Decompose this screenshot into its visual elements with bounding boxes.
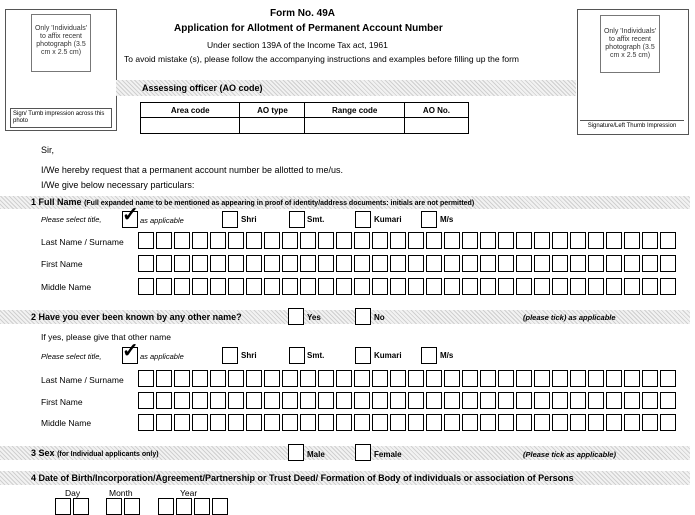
char-cell[interactable]	[516, 278, 532, 295]
char-cell[interactable]	[570, 278, 586, 295]
char-cell[interactable]	[372, 232, 388, 249]
ao-range-code-input[interactable]	[305, 118, 405, 134]
char-cell[interactable]	[516, 370, 532, 387]
char-cell[interactable]	[408, 232, 424, 249]
char-cell[interactable]	[318, 414, 334, 431]
char-cell[interactable]	[606, 370, 622, 387]
other-name-yes-checkbox[interactable]	[288, 308, 304, 325]
char-cell[interactable]	[318, 392, 334, 409]
char-cell[interactable]	[246, 414, 262, 431]
char-cell[interactable]	[228, 232, 244, 249]
char-cell[interactable]	[264, 370, 280, 387]
char-cell[interactable]	[318, 370, 334, 387]
char-cell[interactable]	[228, 278, 244, 295]
char-cell[interactable]	[534, 414, 550, 431]
char-cell[interactable]	[660, 392, 676, 409]
kumari2-checkbox[interactable]	[355, 347, 371, 364]
char-cell[interactable]	[55, 498, 71, 515]
char-cell[interactable]	[138, 414, 154, 431]
form-title: Application for Allotment of Permanent Account Number	[174, 23, 443, 34]
shri-label: Shri	[241, 215, 257, 224]
char-cell[interactable]	[552, 255, 568, 272]
char-cell[interactable]	[336, 278, 352, 295]
first-name-cells-2[interactable]	[138, 392, 678, 409]
dob-year-label: Year	[180, 488, 198, 498]
char-cell[interactable]	[372, 370, 388, 387]
ao-col-ao-no: AO No.	[404, 103, 468, 118]
char-cell[interactable]	[246, 255, 262, 272]
char-cell[interactable]	[426, 392, 442, 409]
char-cell[interactable]	[300, 392, 316, 409]
kumari-label: Kumari	[374, 215, 402, 224]
char-cell[interactable]	[318, 232, 334, 249]
smt-checkbox[interactable]	[289, 211, 305, 228]
char-cell[interactable]	[660, 370, 676, 387]
char-cell[interactable]	[444, 232, 460, 249]
middle-name-cells-2[interactable]	[138, 414, 678, 431]
shri2-checkbox[interactable]	[222, 347, 238, 364]
char-cell[interactable]	[318, 278, 334, 295]
request-line: I/We hereby request that a permanent account number be allotted to me/us.	[41, 165, 344, 175]
ms-checkbox[interactable]	[421, 211, 437, 228]
char-cell[interactable]	[480, 392, 496, 409]
dob-day-cells[interactable]	[55, 498, 91, 515]
char-cell[interactable]	[426, 370, 442, 387]
char-cell[interactable]	[264, 232, 280, 249]
char-cell[interactable]	[588, 255, 604, 272]
char-cell[interactable]	[354, 370, 370, 387]
char-cell[interactable]	[390, 370, 406, 387]
first-name-cells[interactable]	[138, 255, 678, 272]
ao-heading: Assessing officer (AO code)	[142, 83, 263, 93]
char-cell[interactable]	[156, 414, 172, 431]
char-cell[interactable]	[642, 392, 658, 409]
char-cell[interactable]	[156, 278, 172, 295]
char-cell[interactable]	[444, 414, 460, 431]
char-cell[interactable]	[210, 232, 226, 249]
ao-col-ao-type: AO type	[240, 103, 305, 118]
char-cell[interactable]	[426, 414, 442, 431]
char-cell[interactable]	[156, 370, 172, 387]
photo-placeholder-right: Only 'Individuals' to affix recent photograph (3.5 cm x 2.5 cm)	[600, 15, 660, 73]
sex-female-checkbox[interactable]	[355, 444, 371, 461]
char-cell[interactable]	[228, 414, 244, 431]
ao-type-input[interactable]	[240, 118, 305, 134]
char-cell[interactable]	[354, 255, 370, 272]
kumari-checkbox[interactable]	[355, 211, 371, 228]
char-cell[interactable]	[480, 232, 496, 249]
dob-month-cells[interactable]	[106, 498, 142, 515]
char-cell[interactable]	[372, 255, 388, 272]
char-cell[interactable]	[498, 278, 514, 295]
last-name-cells[interactable]	[138, 232, 678, 249]
char-cell[interactable]	[73, 498, 89, 515]
char-cell[interactable]	[462, 255, 478, 272]
sex-male-checkbox[interactable]	[288, 444, 304, 461]
form-subtitle: Under section 139A of the Income Tax act, 1961	[207, 40, 388, 50]
other-name-no-label: No	[374, 313, 385, 322]
char-cell[interactable]	[372, 392, 388, 409]
char-cell[interactable]	[516, 232, 532, 249]
char-cell[interactable]	[282, 392, 298, 409]
char-cell[interactable]	[480, 278, 496, 295]
char-cell[interactable]	[480, 255, 496, 272]
char-cell[interactable]	[552, 278, 568, 295]
char-cell[interactable]	[516, 255, 532, 272]
char-cell[interactable]	[426, 278, 442, 295]
char-cell[interactable]	[660, 278, 676, 295]
section3-heading: 3 Sex (for Individual applicants only)	[31, 448, 159, 458]
char-cell[interactable]	[138, 370, 154, 387]
if-yes-line: If yes, please give that other name	[41, 332, 171, 342]
title-prompt-2: Please select title,	[41, 352, 102, 361]
char-cell[interactable]	[282, 278, 298, 295]
char-cell[interactable]	[210, 392, 226, 409]
sex-female-label: Female	[374, 450, 402, 459]
char-cell[interactable]	[228, 370, 244, 387]
char-cell[interactable]	[282, 232, 298, 249]
char-cell[interactable]	[516, 414, 532, 431]
char-cell[interactable]	[444, 392, 460, 409]
char-cell[interactable]	[444, 278, 460, 295]
char-cell[interactable]	[174, 255, 190, 272]
char-cell[interactable]	[660, 255, 676, 272]
char-cell[interactable]	[372, 414, 388, 431]
char-cell[interactable]	[462, 370, 478, 387]
char-cell[interactable]	[354, 392, 370, 409]
char-cell[interactable]	[642, 414, 658, 431]
char-cell[interactable]	[624, 370, 640, 387]
char-cell[interactable]	[390, 255, 406, 272]
photo-box-left	[5, 9, 117, 131]
char-cell[interactable]	[462, 392, 478, 409]
char-cell[interactable]	[390, 232, 406, 249]
char-cell[interactable]	[444, 370, 460, 387]
char-cell[interactable]	[606, 414, 622, 431]
char-cell[interactable]	[210, 370, 226, 387]
char-cell[interactable]	[570, 255, 586, 272]
char-cell[interactable]	[390, 414, 406, 431]
ms-label: M/s	[440, 215, 454, 224]
char-cell[interactable]	[354, 232, 370, 249]
sign-box-left: Sign/ Tumb impression across this photo	[10, 108, 112, 128]
smt2-checkbox[interactable]	[289, 347, 305, 364]
char-cell[interactable]	[588, 370, 604, 387]
char-cell[interactable]	[516, 392, 532, 409]
char-cell[interactable]	[156, 392, 172, 409]
char-cell[interactable]	[138, 392, 154, 409]
section2-tick-note: (please tick) as applicable	[523, 313, 616, 322]
char-cell[interactable]	[534, 392, 550, 409]
form-instruction: To avoid mistake (s), please follow the accompanying instructions and examples before filling up the form	[124, 54, 519, 64]
last-name-cells-2[interactable]	[138, 370, 678, 387]
salutation: Sir,	[41, 145, 55, 155]
char-cell[interactable]	[192, 278, 208, 295]
first-name-label: First Name	[41, 259, 83, 269]
particulars-line: I/We give below necessary particulars:	[41, 180, 195, 190]
char-cell[interactable]	[462, 414, 478, 431]
char-cell[interactable]	[552, 232, 568, 249]
char-cell[interactable]	[570, 232, 586, 249]
char-cell[interactable]	[642, 232, 658, 249]
sign-label-right: Signature/Left Thumb Impression	[580, 120, 684, 129]
char-cell[interactable]	[534, 370, 550, 387]
char-cell[interactable]	[390, 392, 406, 409]
char-cell[interactable]	[336, 414, 352, 431]
section2-heading: 2 Have you ever been known by any other name?	[31, 312, 242, 322]
title-hint-2: as applicable	[140, 352, 184, 361]
sex-male-label: Male	[307, 450, 325, 459]
char-cell[interactable]	[498, 232, 514, 249]
char-cell[interactable]	[176, 498, 192, 515]
char-cell[interactable]	[498, 255, 514, 272]
title-prompt: Please select title,	[41, 215, 102, 224]
char-cell[interactable]	[408, 278, 424, 295]
first-name-label-2: First Name	[41, 397, 83, 407]
form-number: Form No. 49A	[270, 8, 336, 19]
char-cell[interactable]	[336, 255, 352, 272]
char-cell[interactable]	[444, 255, 460, 272]
char-cell[interactable]	[624, 392, 640, 409]
kumari2-label: Kumari	[374, 351, 402, 360]
char-cell[interactable]	[300, 278, 316, 295]
middle-name-label-2: Middle Name	[41, 418, 92, 428]
checkmark-icon: ✓	[122, 204, 139, 226]
char-cell[interactable]	[336, 232, 352, 249]
char-cell[interactable]	[570, 392, 586, 409]
char-cell[interactable]	[642, 370, 658, 387]
char-cell[interactable]	[138, 255, 154, 272]
shri2-label: Shri	[241, 351, 257, 360]
char-cell[interactable]	[642, 255, 658, 272]
char-cell[interactable]	[480, 414, 496, 431]
char-cell[interactable]	[264, 278, 280, 295]
char-cell[interactable]	[106, 498, 122, 515]
char-cell[interactable]	[624, 232, 640, 249]
ms2-checkbox[interactable]	[421, 347, 437, 364]
char-cell[interactable]	[354, 278, 370, 295]
char-cell[interactable]	[138, 232, 154, 249]
char-cell[interactable]	[158, 498, 174, 515]
char-cell[interactable]	[156, 232, 172, 249]
char-cell[interactable]	[408, 414, 424, 431]
shri-checkbox[interactable]	[222, 211, 238, 228]
char-cell[interactable]	[138, 278, 154, 295]
char-cell[interactable]	[228, 255, 244, 272]
char-cell[interactable]	[372, 278, 388, 295]
char-cell[interactable]	[282, 255, 298, 272]
char-cell[interactable]	[156, 255, 172, 272]
char-cell[interactable]	[534, 232, 550, 249]
char-cell[interactable]	[534, 255, 550, 272]
char-cell[interactable]	[174, 278, 190, 295]
char-cell[interactable]	[588, 232, 604, 249]
char-cell[interactable]	[462, 278, 478, 295]
char-cell[interactable]	[174, 370, 190, 387]
char-cell[interactable]	[660, 232, 676, 249]
char-cell[interactable]	[192, 414, 208, 431]
photo-placeholder-left: Only 'Individuals' to affix recent photograph (3.5 cm x 2.5 cm)	[31, 14, 91, 72]
char-cell[interactable]	[246, 370, 262, 387]
char-cell[interactable]	[174, 414, 190, 431]
char-cell[interactable]	[588, 414, 604, 431]
char-cell[interactable]	[246, 232, 262, 249]
char-cell[interactable]	[624, 414, 640, 431]
char-cell[interactable]	[192, 255, 208, 272]
char-cell[interactable]	[426, 232, 442, 249]
ao-no-input[interactable]	[404, 118, 468, 134]
char-cell[interactable]	[318, 255, 334, 272]
char-cell[interactable]	[606, 255, 622, 272]
char-cell[interactable]	[192, 232, 208, 249]
char-cell[interactable]	[264, 255, 280, 272]
char-cell[interactable]	[210, 255, 226, 272]
char-cell[interactable]	[300, 414, 316, 431]
char-cell[interactable]	[408, 392, 424, 409]
photo-box-right	[577, 9, 689, 135]
char-cell[interactable]	[552, 370, 568, 387]
last-name-label-2: Last Name / Surname	[41, 375, 124, 385]
section1-heading: 1 Full Name (Full expanded name to be mentioned as appearing in proof of identity/address documents: initials are not permitted)	[31, 197, 475, 207]
ms2-label: M/s	[440, 351, 454, 360]
char-cell[interactable]	[426, 255, 442, 272]
char-cell[interactable]	[606, 392, 622, 409]
char-cell[interactable]	[336, 392, 352, 409]
char-cell[interactable]	[246, 392, 262, 409]
ao-col-range-code: Range code	[305, 103, 405, 118]
ao-col-area-code: Area code	[141, 103, 240, 118]
char-cell[interactable]	[624, 255, 640, 272]
char-cell[interactable]	[354, 414, 370, 431]
char-cell[interactable]	[282, 370, 298, 387]
char-cell[interactable]	[588, 278, 604, 295]
smt-label: Smt.	[307, 215, 325, 224]
char-cell[interactable]	[264, 414, 280, 431]
char-cell[interactable]	[210, 414, 226, 431]
ao-code-table	[140, 102, 469, 134]
char-cell[interactable]	[462, 232, 478, 249]
char-cell[interactable]	[588, 392, 604, 409]
char-cell[interactable]	[552, 392, 568, 409]
char-cell[interactable]	[192, 370, 208, 387]
char-cell[interactable]	[480, 370, 496, 387]
char-cell[interactable]	[192, 392, 208, 409]
section4-heading: 4 Date of Birth/Incorporation/Agreement/Partnership or Trust Deed/ Formation of Body of individuals or association of Persons	[31, 473, 574, 483]
char-cell[interactable]	[498, 414, 514, 431]
middle-name-cells[interactable]	[138, 278, 678, 295]
char-cell[interactable]	[336, 370, 352, 387]
char-cell[interactable]	[606, 278, 622, 295]
section3-tick-note: (Please tick as applicable)	[523, 450, 616, 459]
dob-month-label: Month	[109, 488, 133, 498]
char-cell[interactable]	[282, 414, 298, 431]
char-cell[interactable]	[264, 392, 280, 409]
char-cell[interactable]	[606, 232, 622, 249]
char-cell[interactable]	[300, 370, 316, 387]
char-cell[interactable]	[534, 278, 550, 295]
char-cell[interactable]	[228, 392, 244, 409]
char-cell[interactable]	[660, 414, 676, 431]
char-cell[interactable]	[570, 370, 586, 387]
char-cell[interactable]	[390, 278, 406, 295]
last-name-label: Last Name / Surname	[41, 237, 124, 247]
title-hint: as applicable	[140, 216, 184, 225]
char-cell[interactable]	[194, 498, 210, 515]
char-cell[interactable]	[408, 255, 424, 272]
char-cell[interactable]	[300, 232, 316, 249]
char-cell[interactable]	[408, 370, 424, 387]
checkmark-icon-2: ✓	[122, 340, 139, 362]
char-cell[interactable]	[498, 370, 514, 387]
char-cell[interactable]	[174, 392, 190, 409]
char-cell[interactable]	[552, 414, 568, 431]
ao-area-code-input[interactable]	[141, 118, 240, 134]
char-cell[interactable]	[642, 278, 658, 295]
char-cell[interactable]	[624, 278, 640, 295]
dob-year-cells[interactable]	[158, 498, 230, 515]
char-cell[interactable]	[210, 278, 226, 295]
char-cell[interactable]	[570, 414, 586, 431]
middle-name-label: Middle Name	[41, 282, 92, 292]
other-name-yes-label: Yes	[307, 313, 321, 322]
char-cell[interactable]	[212, 498, 228, 515]
smt2-label: Smt.	[307, 351, 325, 360]
char-cell[interactable]	[300, 255, 316, 272]
dob-day-label: Day	[65, 488, 81, 498]
char-cell[interactable]	[174, 232, 190, 249]
char-cell[interactable]	[246, 278, 262, 295]
char-cell[interactable]	[124, 498, 140, 515]
other-name-no-checkbox[interactable]	[355, 308, 371, 325]
char-cell[interactable]	[498, 392, 514, 409]
